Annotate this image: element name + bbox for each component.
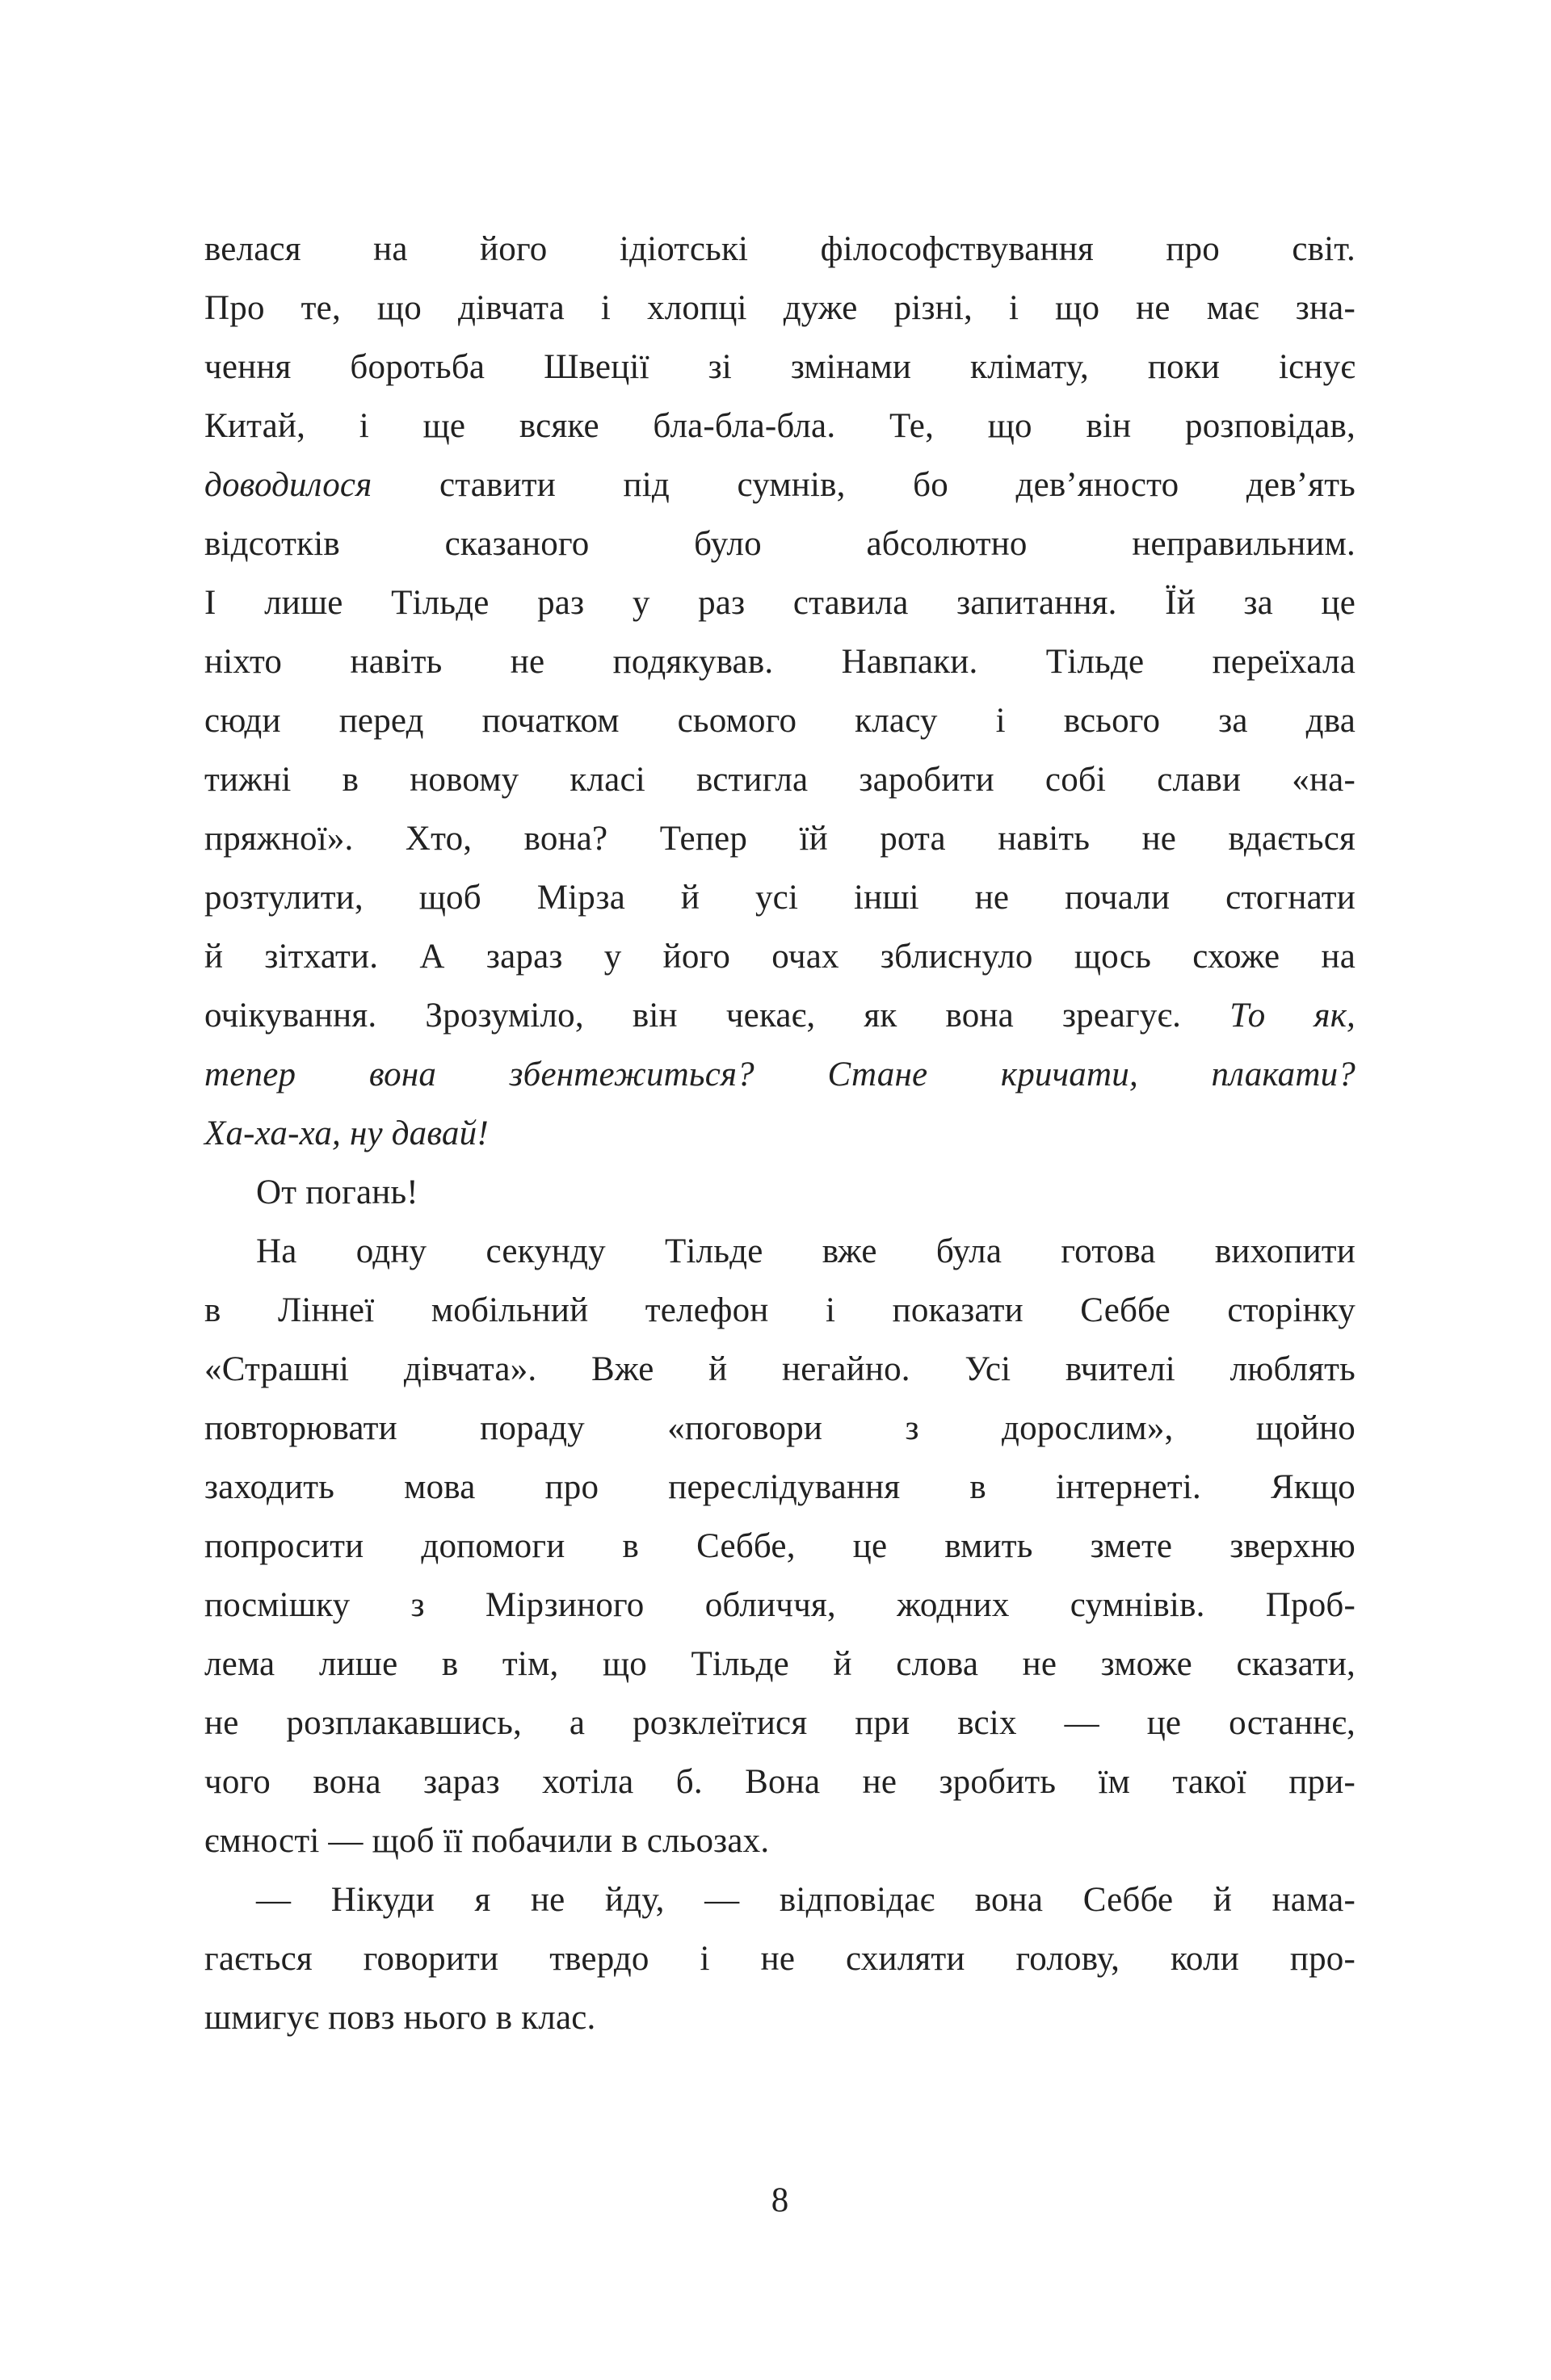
paragraph <box>204 1222 1356 1870</box>
text-line <box>204 1811 1356 1870</box>
text-line <box>204 1281 1356 1340</box>
text-run: гається говорити твердо і не схиляти голову, коли про- <box>204 1940 1356 1978</box>
text-line <box>204 927 1356 986</box>
text-line <box>204 573 1356 632</box>
text-line <box>204 1752 1356 1811</box>
paragraph <box>204 1163 1356 1222</box>
text-line <box>204 1045 1356 1104</box>
page-text <box>204 220 1356 2047</box>
text-line <box>204 750 1356 809</box>
italic-text-run: Ха-ха-ха, ну давай! <box>204 1114 489 1152</box>
text-run: чого вона зараз хотіла б. Вона не зробить їм такої при- <box>204 1763 1356 1801</box>
text-run: не розплакавшись, а розклеїтися при всіх — це останнє, <box>204 1704 1356 1742</box>
text-line <box>204 868 1356 927</box>
text-line <box>204 1458 1356 1517</box>
italic-text-run: доводилося <box>204 466 372 504</box>
text-run: Про те, що дівчата і хлопці дуже різні, і що не має зна- <box>204 289 1356 327</box>
text-line <box>204 1694 1356 1752</box>
text-run: повторювати пораду «поговори з дорослим», щойно <box>204 1409 1356 1447</box>
text-run: ставити під сумнів, бо дев’яносто дев’ять <box>372 466 1356 504</box>
text-run: сюди перед початком сьомого класу і всього за два <box>204 702 1356 740</box>
text-run: велася на його ідіотські філософствування про світ. <box>204 230 1356 268</box>
text-line <box>204 1163 1356 1222</box>
text-line <box>204 691 1356 750</box>
text-line <box>204 1988 1356 2047</box>
italic-text-run: тепер вона збентежиться? Стане кричати, плакати? <box>204 1056 1356 1093</box>
text-line <box>204 1399 1356 1458</box>
text-line <box>204 1340 1356 1399</box>
text-line <box>204 1929 1356 1988</box>
text-run: очікування. Зрозуміло, він чекає, як вона зреагує. <box>204 997 1230 1035</box>
text-line <box>204 809 1356 868</box>
text-line <box>204 1517 1356 1576</box>
text-run: лема лише в тім, що Тільде й слова не зможе сказати, <box>204 1645 1356 1683</box>
text-line <box>204 279 1356 338</box>
italic-text-run: То як, <box>1229 997 1356 1035</box>
text-run: розтулити, щоб Мірза й усі інші не почали стогнати <box>204 879 1356 917</box>
paragraph <box>204 220 1356 1163</box>
text-line <box>204 1635 1356 1694</box>
text-line <box>204 397 1356 455</box>
text-run: От погань! <box>256 1173 418 1211</box>
text-line <box>204 1576 1356 1635</box>
text-line <box>204 1222 1356 1281</box>
text-line <box>204 1104 1356 1163</box>
text-line <box>204 632 1356 691</box>
text-line <box>204 338 1356 397</box>
text-run: відсотків сказаного було абсолютно неправильним. <box>204 525 1356 563</box>
text-line <box>204 220 1356 279</box>
text-run: — Нікуди я не йду, — відповідає вона Себбе й нама- <box>256 1881 1356 1919</box>
text-line <box>204 986 1356 1045</box>
text-run: й зітхати. А зараз у його очах зблиснуло щось схоже на <box>204 938 1356 976</box>
text-run: посмішку з Мірзиного обличчя, жодних сумнівів. Проб- <box>204 1586 1356 1624</box>
text-run: тижні в новому класі встигла заробити собі слави «на- <box>204 761 1356 799</box>
text-run: ніхто навіть не подякував. Навпаки. Тільде переїхала <box>204 643 1356 681</box>
text-run: пряжної». Хто, вона? Тепер їй рота навіть не вдається <box>204 820 1356 858</box>
text-run: чення боротьба Швеції зі змінами клімату, поки існує <box>204 348 1356 386</box>
text-run: заходить мова про переслідування в інтернеті. Якщо <box>204 1468 1356 1506</box>
text-run: шмигує повз нього в клас. <box>204 1999 596 2037</box>
text-run: попросити допомоги в Себбе, це вмить змете зверхню <box>204 1527 1356 1565</box>
paragraph <box>204 1870 1356 2047</box>
text-run: І лише Тільде раз у раз ставила запитання. Їй за це <box>204 584 1356 622</box>
text-line <box>204 514 1356 573</box>
text-run: На одну секунду Тільде вже була готова вихопити <box>256 1232 1356 1270</box>
text-run: «Страшні дівчата». Вже й негайно. Усі вчителі люблять <box>204 1350 1356 1388</box>
text-line <box>204 455 1356 514</box>
page-number: 8 <box>771 2181 789 2219</box>
text-run: в Ліннеї мобільний телефон і показати Себбе сторінку <box>204 1291 1356 1329</box>
text-run: Китай, і ще всяке бла-бла-бла. Те, що він розповідав, <box>204 407 1356 445</box>
text-run: ємності — щоб її побачили в сльозах. <box>204 1822 770 1860</box>
text-line <box>204 1870 1356 1929</box>
